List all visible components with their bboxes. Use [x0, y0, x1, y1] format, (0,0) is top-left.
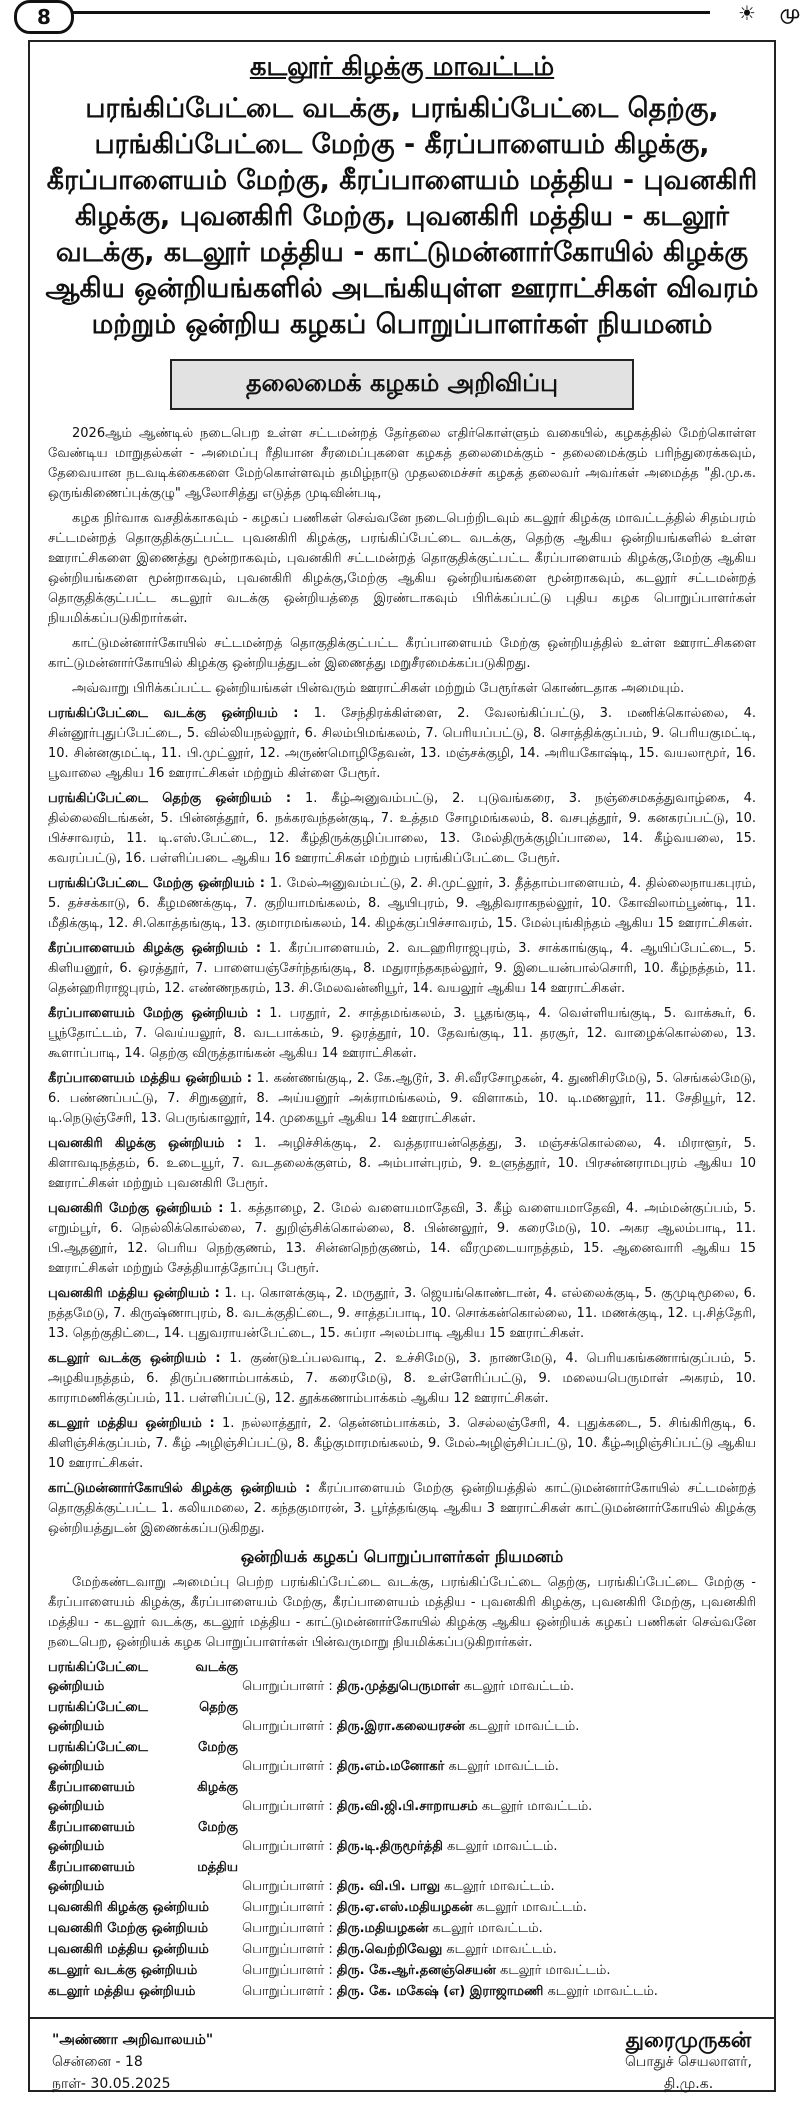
responsible-role: பொறுப்பாளர் :: [242, 1759, 333, 1774]
responsible-role: பொறுப்பாளர் :: [242, 1921, 333, 1936]
footer-left: [52, 2029, 213, 2095]
footer-divider: [30, 2017, 774, 2019]
responsible-name: திரு.மதியழகன்: [336, 1921, 429, 1936]
responsible-district: கடலூர் மாவட்டம்.: [468, 1719, 580, 1734]
responsibles-heading: ஒன்றியக் கழகப் பொறுப்பாளர்கள் நியமனம்: [240, 1547, 564, 1566]
union-entry: [48, 1414, 756, 1474]
union-name: புவனகிரி கிழக்கு ஒன்றியம் :: [48, 1136, 242, 1151]
intro-paragraph: கழக நிர்வாக வசதிக்காகவும் - கழகப் பணிகள் செவ்வனே நடைபெற்றிடவும் கடலூர் கிழக்கு மாவட்டத்தில் சிதம்பரம் சட்டமன்றத் தொகுதிக்குட்பட்ட புவனகிரி கிழக்கு, பரங்கிப்பேட்டை வடக்கு, தெற்கு ஆகிய ஒன்றியங்களில் உள்ள ஊராட்சிகளை இணைத்து மூன்றாகவும், புவனகிரி சட்டமன்றத் தொகுதிக்குட்பட்ட கீரப்பாளையம் கிழக்கு,மேற்கு ஆகிய ஒன்றியங்களை மூன்றாகவும், புவனகிரி கிழக்கு,மேற்கு ஆகிய ஒன்றியங்களை மூன்றாகவும், கடலூர் சட்டமன்றத் தொகுதிக்குட்பட்ட கடலூர் வடக்கு ஒன்றியத்தை இரண்டாகவும் பிரிக்கப்பட்டு புதிய கழக பொறுப்பாளர்கள் நியமிக்கப்படுகிறார்கள்.: [48, 511, 756, 626]
union-villages: கீரப்பாளையம் மேற்கு ஒன்றியத்தில் காட்டுமன்னார்கோயில் சட்டமன்றத் தொகுதிக்குட்பட்ட 1. கலியமலை, 2. கந்தகுமாரன், 3. பூர்த்தங்குடி ஆகிய 3 ஊராட்சிகள் காட்டுமன்னார்கோயில் கிழக்கு ஒன்றியத்துடன் இணைக்கப்படுகிறது.: [48, 1481, 756, 1536]
union-name: கீரப்பாளையம் கிழக்கு ஒன்றியம் :: [48, 941, 262, 956]
responsible-name: திரு. கே.ஆர்.தனஞ்செயன்: [336, 1963, 496, 1978]
union-name: காட்டுமன்னார்கோயில் கிழக்கு ஒன்றியம் :: [48, 1481, 311, 1496]
union-villages: 1. கத்தாழை, 2. மேல் வளையமாதேவி, 3. கீழ் வளையமாதேவி, 4. அம்மன்குப்பம், 5. எறும்பூர், 6. நெல்லிக்கொல்லை, 7. துறிஞ்சிக்கொல்லை, 8. பின்னலூர், 9. கரைமேடு, 10. அகர ஆலம்பாடி, 11. பி.ஆதனூர், 12. பெரிய நெற்குணம், 13. சின்னநெற்குணம், 14. வீரமுடையாநத்தம், 15. ஆனைவாரி ஆகிய 15 ஊராட்சிகள் மற்றும் சேத்தியாத்தோப்பு பேரூர்.: [48, 1201, 756, 1276]
district-title: கடலூர் கிழக்கு மாவட்டம்: [249, 52, 555, 82]
responsible-role: பொறுப்பாளர் :: [242, 1963, 333, 1978]
responsible-role: பொறுப்பாளர் :: [242, 1984, 333, 1999]
responsible-role: பொறுப்பாளர் :: [242, 1900, 333, 1915]
union-entry: [48, 1479, 756, 1539]
party-logo-icon: ☀: [738, 1, 756, 25]
union-villages: 1. குண்டுஉப்பலவாடி, 2. உச்சிமேடு, 3. நாணமேடு, 4. பெரியகங்கணாங்குப்பம், 5. அழகியநத்தம், 6. திருப்பணாம்பாக்கம், 7. கரைமேடு, 8. உள்ளேரிப்பட்டு, 9. மலையபெருமாள் அகரம், 10. காராமணிக்குப்பம், 11. பள்ளிப்பட்டு, 12. தூக்கணாம்பாக்கம் ஆகிய 12 ஊராட்சிகள்.: [48, 1351, 757, 1406]
responsible-union: புவனகிரி கிழக்கு ஒன்றியம்: [48, 1900, 209, 1915]
responsible-name: திரு.வெற்றிவேலு: [336, 1942, 443, 1957]
union-entry: [48, 1004, 756, 1064]
union-entry: [48, 704, 756, 784]
responsible-district: கடலூர் மாவட்டம்.: [447, 1839, 558, 1854]
union-entry: [48, 789, 756, 869]
notice-body: [30, 424, 774, 2001]
responsible-role: பொறுப்பாளர் :: [242, 1879, 333, 1894]
union-villages: 1. மேல்அனுவம்பட்டு, 2. சி.முட்லூர், 3. தீத்தாம்பாளையம், 4. தில்லைநாயகபுரம், 5. தச்சக்காடு, 6. கீழமணக்குடி, 7. குறியாமங்கலம், 8. ஆயிபுரம், 9. ஆதிவராகநல்லூர், 10. கோவிலாம்பூண்டி, 11. மீதிக்குடி, 12. சி.கொத்தங்குடி, 13. குமாரமங்கலம், 14. கிழக்குப்பிச்சாவரம், 15. மேல்புங்கிந்தம் ஆகிய 15 ஊராட்சிகள்.: [48, 876, 756, 931]
responsible-district: கடலூர் மாவட்டம்.: [448, 1759, 559, 1774]
union-name: கீரப்பாளையம் மத்திய ஒன்றியம் :: [48, 1071, 252, 1086]
intro-paragraph: காட்டுமன்னார்கோயில் சட்டமன்றத் தொகுதிக்குட்பட்ட கீரப்பாளையம் மேற்கு ஒன்றியத்தில் உள்ள ஊராட்சிகளை காட்டுமன்னார்கோயில் கிழக்கு ஒன்றியத்துடன் இணைத்து மறுசீரமைக்கப்படுகிறது.: [48, 636, 756, 671]
responsible-district: கடலூர் மாவட்டம்.: [481, 1799, 593, 1814]
union-name: கடலூர் மத்திய ஒன்றியம் :: [48, 1416, 215, 1431]
responsible-name: திரு.முத்துபெருமாள்: [336, 1679, 460, 1694]
responsible-district: கடலூர் மாவட்டம்.: [547, 1984, 658, 1999]
union-villages: 1. கீழ்அனுவம்பட்டு, 2. புடுவங்கரை, 3. நஞ்சைமகத்துவாழ்கை, 4. தில்லைவிடங்கன், 5. பின்னத்தூர், 6. நக்கரவந்தன்குடி, 7. உத்தம சோழமங்கலம், 8. வசபுத்தூர், 9. கனகரப்பட்டு, 10. பிச்சாவரம், 11. டி.எஸ்.பேட்டை, 12. கீழ்திருக்குழிப்பாலை, 13. மேல்திருக்குழிப்பாலை, 14. கீழ்வயலை, 15. கவரப்பட்டு, 16. பள்ளிப்படை ஆகிய 16 ஊராட்சிகள் மற்றும் பரங்கிப்பேட்டை பேரூர்.: [48, 791, 757, 866]
responsible-name: திரு. கே. மகேஷ் (எ) இராஜாமணி: [336, 1984, 544, 1999]
responsible-name: திரு.வி.ஜி.பி.சாறாயசம்: [336, 1799, 478, 1814]
union-entry: [48, 1284, 756, 1344]
office-name: "அண்ணா அறிவாலயம்": [52, 2032, 214, 2048]
union-name: கடலூர் வடக்கு ஒன்றியம் :: [48, 1351, 221, 1366]
union-villages: 1. அழிச்சிக்குடி, 2. வத்தராயன்தெத்து, 3. மஞ்சக்கொல்லை, 4. மிராளூர், 5. கிளாவடிநத்தம், 6. உடையூர், 7. வடதலைக்குளம், 8. அம்பாள்புரம், 9. உளுத்தூர், 10. பிரசன்னராமபுரம் ஆகிய 10 ஊராட்சிகள் மற்றும் புவனகிரி பேரூர்.: [48, 1136, 757, 1191]
footer-right: [625, 2029, 752, 2095]
union-name: கீரப்பாளையம் மேற்கு ஒன்றியம் :: [48, 1006, 262, 1021]
responsible-role: பொறுப்பாளர் :: [242, 1839, 333, 1854]
union-entry: [48, 1349, 756, 1409]
responsible-row: [48, 1738, 756, 1776]
responsible-role: பொறுப்பாளர் :: [242, 1719, 333, 1734]
responsibles-list: [48, 1658, 756, 2001]
responsible-union: கடலூர் மத்திய ஒன்றியம்: [48, 1984, 196, 1999]
page-number: 8: [14, 0, 74, 34]
union-villages: 1. கண்ணங்குடி, 2. கே.ஆடூர், 3. சி.வீரசோழகன், 4. துணிசிரமேடு, 5. செங்கல்மேடு, 6. பண்ணப்பட்டு, 7. சிறுகனூர், 8. அய்யனூர் அக்ராமங்கலம், 9. விளாகம், 10. டி.மணலூர், 11. சேதியூர், 12. டி.நெடுஞ்சேரி, 13. பெருங்காலூர், 14. முகையூர் ஆகிய 14 ஊராட்சிகள்.: [48, 1071, 757, 1126]
party-name: தி.மு.க.: [663, 2076, 714, 2092]
responsible-union: கீரப்பாளையம் மேற்கு ஒன்றியம்: [48, 1820, 238, 1854]
responsible-row: [48, 1658, 756, 1696]
responsible-union: பரங்கிப்பேட்டை வடக்கு ஒன்றியம்: [48, 1660, 238, 1694]
responsible-role: பொறுப்பாளர் :: [242, 1942, 333, 1957]
responsible-row: [48, 1982, 756, 2001]
responsible-row: [48, 1778, 756, 1816]
union-entry: [48, 1199, 756, 1279]
responsible-union: பரங்கிப்பேட்டை மேற்கு ஒன்றியம்: [48, 1740, 238, 1774]
signatory-designation: பொதுச் செயலாளர்,: [625, 2054, 752, 2070]
union-villages: 1. நல்லாத்தூர், 2. தென்னம்பாக்கம், 3. செல்லஞ்சேரி, 4. புதுக்கடை, 5. சிங்கிரிகுடி, 6. கிளிஞ்சிக்குப்பம், 7. கீழ் அழிஞ்சிப்பட்டு, 8. கீழ்குமாரமங்கலம், 9. மேல்அழிஞ்சிப்பட்டு, 10. கீழ்அழிஞ்சிப்பட்டு ஆகிய 10 ஊராட்சிகள்.: [48, 1416, 757, 1471]
responsible-name: திரு.ஏ.எஸ்.மதியழகன்: [336, 1900, 473, 1915]
notice-frame: [28, 40, 776, 2092]
responsible-row: [48, 1858, 756, 1896]
responsibles-intro: மேற்கண்டவாறு அமைப்பு பெற்ற பரங்கிப்பேட்டை வடக்கு, பரங்கிப்பேட்டை தெற்கு, பரங்கிப்பேட்டை மேற்கு - கீரப்பாளையம் கிழக்கு, கீரப்பாளையம் மேற்கு, கீரப்பாளையம் மத்திய - புவனகிரி கிழக்கு, புவனகிரி மேற்கு, புவனகிரி மத்திய - கடலூர் வடக்கு, கடலூர் மத்திய - காட்டுமன்னார்கோயில் கிழக்கு ஆகிய ஒன்றியக் கழகப் பணிகள் செவ்வனே நடைபெற, ஒன்றியக் கழக பொறுப்பாளர்கள் பின்வருமாறு நியமிக்கப்படுகிறார்கள்.: [48, 1575, 756, 1650]
responsible-row: [48, 1898, 756, 1917]
union-name: புவனகிரி மேற்கு ஒன்றியம் :: [48, 1201, 224, 1216]
masthead: [0, 0, 800, 34]
office-city: சென்னை - 18: [52, 2054, 143, 2070]
responsible-name: திரு.இரா.கலையரசன்: [336, 1719, 465, 1734]
responsible-role: பொறுப்பாளர் :: [242, 1679, 333, 1694]
union-entry: [48, 939, 756, 999]
responsible-union: புவனகிரி மேற்கு ஒன்றியம்: [48, 1921, 209, 1936]
intro-paragraph: 2026ஆம் ஆண்டில் நடைபெற உள்ள சட்டமன்றத் தேர்தலை எதிர்கொள்ளும் வகையில், கழகத்தில் மேற்கொள்ள வேண்டிய மாறுதல்கள் - அமைப்பு ரீதியான சீரமைப்புகளை கழகத் தலைமைக்கும் - தலைமைக்கும் பரிந்துரைக்கவும், தேவையான நடவடிக்கைகளை மேற்கொள்ளவும் தமிழ்நாடு முதலமைச்சர் கழகத் தலைவர் அவர்கள் அமைத்த "தி.மு.க. ஒருங்கிணைப்புக்குழு" ஆலோசித்து எடுத்த முடிவின்படி,: [48, 426, 756, 501]
responsible-district: கடலூர் மாவட்டம்.: [500, 1963, 611, 1978]
union-list: [48, 704, 756, 1539]
responsible-union: கடலூர் வடக்கு ஒன்றியம்: [48, 1963, 198, 1978]
union-villages: 1. சேந்திரக்கிள்ளை, 2. வேலங்கிப்பட்டு, 3. மணிக்கொல்லை, 4. சின்னூர்புதுப்பேட்டை, 5. வில்லியநல்லூர், 6. சிலம்பிமங்கலம், 7. பெரியப்பட்டு, 8. சொத்திக்குப்பம், 9. பெரியகுமட்டி, 10. சின்னகுமட்டி, 11. பி.முட்லூர், 12. அருண்மொழிதேவன், 13. மஞ்சக்குழி, 14. அரியகோஷ்டி, 15. வயலாமூர், 16. பூவாலை ஆகிய 16 ஊராட்சிகள் மற்றும் கிள்ளை பேரூர்.: [48, 706, 756, 781]
responsible-union: பரங்கிப்பேட்டை தெற்கு ஒன்றியம்: [48, 1700, 238, 1734]
responsible-row: [48, 1919, 756, 1938]
responsible-role: பொறுப்பாளர் :: [242, 1799, 333, 1814]
responsible-row: [48, 1961, 756, 1980]
responsible-union: கீரப்பாளையம் மத்திய ஒன்றியம்: [48, 1860, 238, 1894]
intro-paragraph: அவ்வாறு பிரிக்கப்பட்ட ஒன்றியங்கள் பின்வரும் ஊராட்சிகள் மற்றும் பேரூர்கள் கொண்டதாக அமையும்.: [72, 681, 685, 696]
responsible-name: திரு.டி.திருமூர்த்தி: [336, 1839, 443, 1854]
union-villages: 1. பு. கொளக்குடி, 2. மருதூர், 3. ஜெயங்கொண்டான், 4. எல்லைக்குடி, 5. குமுடிமூலை, 6. நத்தமேடு, 7. கிருஷ்ணாபுரம், 8. வடக்குதிட்டை, 9. சாத்தப்பாடி, 10. சொக்கன்கொல்லை, 11. மணக்குடி, 12. பு.சித்தேரி, 13. தெற்குதிட்டை, 14. புதுவராயன்பேட்டை, 15. சுப்ரா அலம்பாடி ஆகிய 15 ஊராட்சிகள்.: [48, 1286, 756, 1341]
union-entry: [48, 1069, 756, 1129]
notice-date: நாள்- 30.05.2025: [52, 2076, 171, 2092]
intro-paragraphs: [48, 424, 756, 699]
union-name: பரங்கிப்பேட்டை வடக்கு ஒன்றியம் :: [48, 706, 299, 721]
notice-footer: [30, 2029, 774, 2095]
union-villages: 1. கீரப்பாளையம், 2. வடஹரிராஜபுரம், 3. சாக்காங்குடி, 4. ஆயிப்பேட்டை, 5. கிளியனூர், 6. ஒரத்தூர், 7. பாளையஞ்சேர்ந்தங்குடி, 8. மதுராந்தகநல்லூர், 9. இடையன்பால்சொரி, 10. கீழ்நத்தம், 11. தென்ஹரிராஜபுரம், 12. எண்ணநகரம், 13. சி.மேலவன்னியூர், 14. வயலூர் ஆகிய 14 ஊராட்சிகள்.: [48, 941, 756, 996]
union-entry: [48, 1134, 756, 1194]
union-villages: 1. பரதூர், 2. சாத்தமங்கலம், 3. பூதங்குடி, 4. வெள்ளியங்குடி, 5. வாக்கூர், 6. பூந்தோட்டம், 7. வெய்யலூர், 8. வடபாக்கம், 9. ஒரத்தூர், 10. தேவங்குடி, 11. தரசூர், 12. வாழைக்கொல்லை, 13. கூளாப்பாடி, 14. தெற்கு விருத்தாங்கன் ஆகிய 14 ஊராட்சிகள்.: [48, 1006, 756, 1061]
responsible-union: கீரப்பாளையம் கிழக்கு ஒன்றியம்: [48, 1780, 238, 1814]
responsible-district: கடலூர் மாவட்டம்.: [476, 1900, 587, 1915]
union-name: பரங்கிப்பேட்டை மேற்கு ஒன்றியம் :: [48, 876, 265, 891]
responsible-name: திரு. வி.பி. பாலு: [336, 1879, 440, 1894]
masthead-rule: [60, 11, 710, 14]
responsible-row: [48, 1818, 756, 1856]
responsible-district: கடலூர் மாவட்டம்.: [432, 1921, 543, 1936]
responsible-district: கடலூர் மாவட்டம்.: [444, 1879, 555, 1894]
responsible-row: [48, 1698, 756, 1736]
paper-name: மு: [780, 2, 800, 23]
signatory-name: துரைமுருகன்: [625, 2028, 752, 2052]
notice-badge: தலைமைக் கழகம் அறிவிப்பு: [170, 359, 634, 410]
union-entry: [48, 874, 756, 934]
notice-headline: பரங்கிப்பேட்டை வடக்கு, பரங்கிப்பேட்டை தெற்கு, பரங்கிப்பேட்டை மேற்கு - கீரப்பாளையம் கிழக்கு, கீரப்பாளையம் மேற்கு, கீரப்பாளையம் மத்திய - புவனகிரி கிழக்கு, புவனகிரி மேற்கு, புவனகிரி மத்திய - கடலூர் வடக்கு, கடலூர் மத்திய - காட்டுமன்னார்கோயில் கிழக்கு ஆகிய ஒன்றியங்களில் அடங்கியுள்ள ஊராட்சிகள் விவரம் மற்றும் ஒன்றிய கழகப் பொறுப்பாளர்கள் நியமனம்: [45, 93, 759, 340]
union-name: பரங்கிப்பேட்டை தெற்கு ஒன்றியம் :: [48, 791, 292, 806]
responsible-district: கடலூர் மாவட்டம்.: [446, 1942, 557, 1957]
responsible-row: [48, 1940, 756, 1959]
responsible-district: கடலூர் மாவட்டம்.: [463, 1679, 575, 1694]
union-name: புவனகிரி மத்திய ஒன்றியம் :: [48, 1286, 220, 1301]
responsible-name: திரு.எம்.மனோகர்: [336, 1759, 445, 1774]
responsible-union: புவனகிரி மத்திய ஒன்றியம்: [48, 1942, 209, 1957]
